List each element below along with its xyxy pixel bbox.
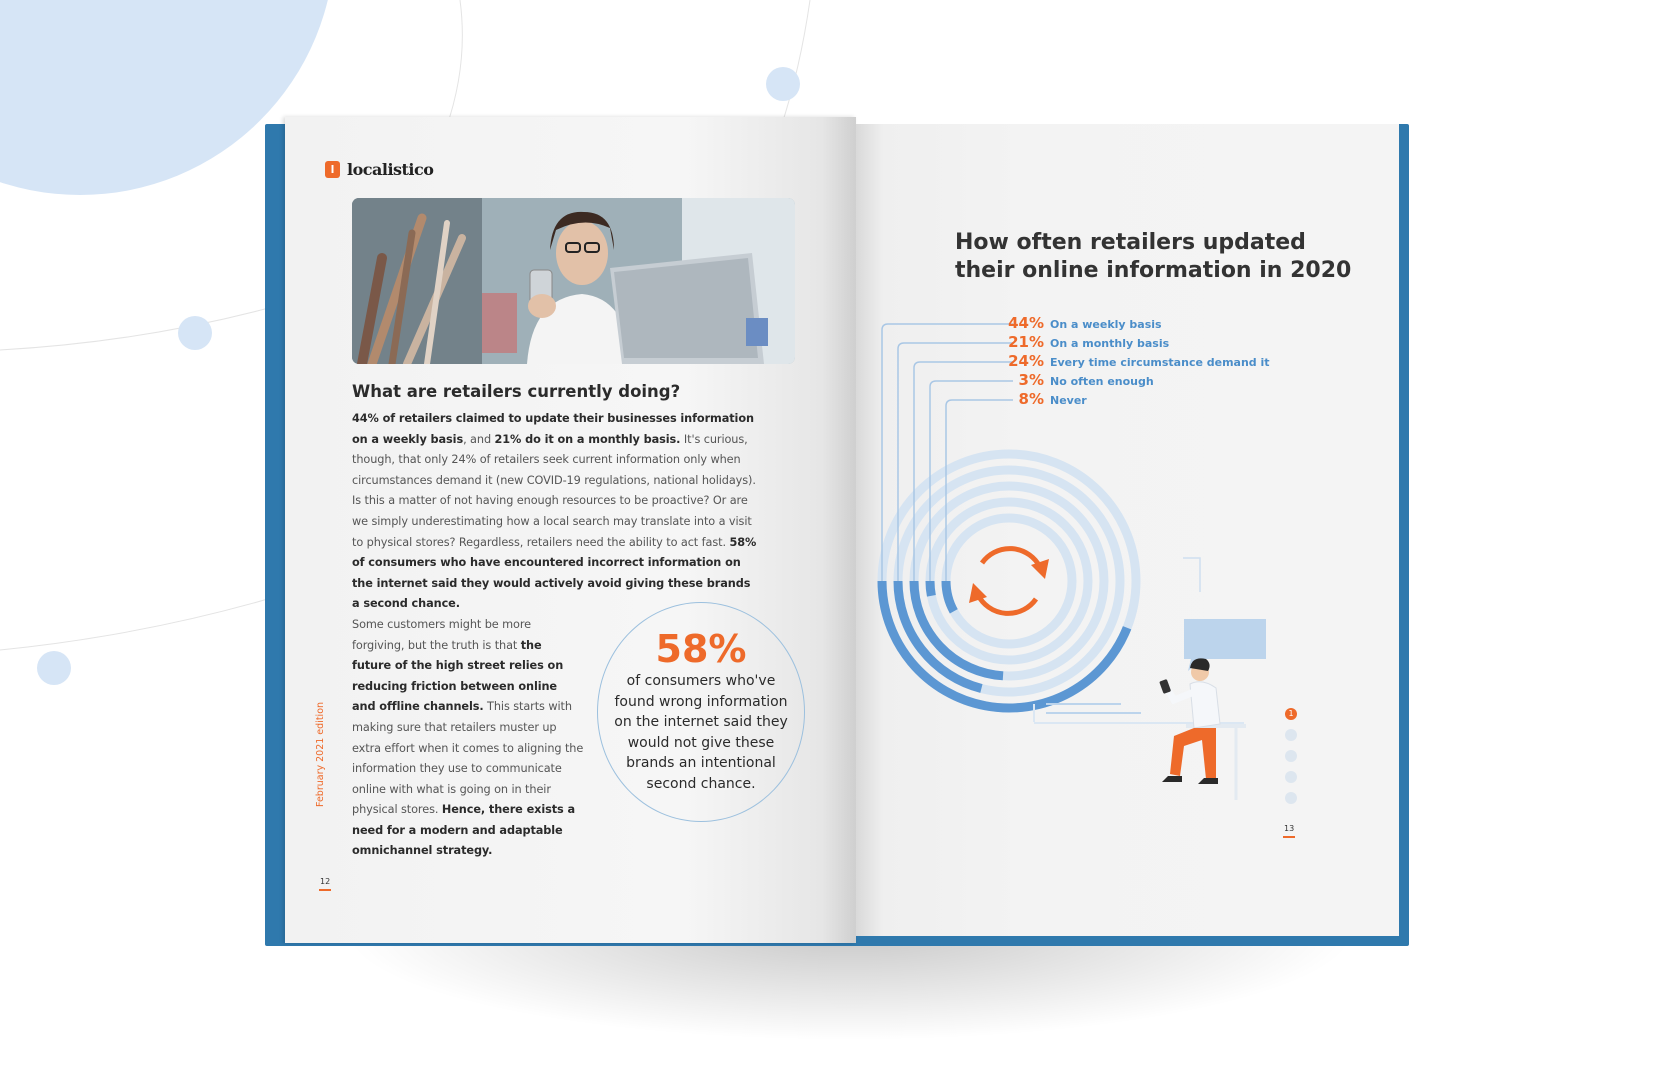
legend-value: 8%: [1018, 390, 1044, 408]
legend-label: On a monthly basis: [1050, 337, 1170, 350]
dot-decoration: [37, 651, 71, 685]
legend-label: On a weekly basis: [1050, 318, 1162, 331]
page-dot: 1: [1285, 708, 1297, 720]
left-page: [285, 117, 856, 943]
legend-value: 3%: [1018, 371, 1044, 389]
body-text-run: 21% do it on a monthly basis.: [494, 432, 681, 446]
legend-label: No often enough: [1050, 375, 1154, 388]
phone-icon: [1159, 679, 1171, 694]
body-text-run: , and: [463, 432, 495, 446]
right-page: [856, 124, 1399, 936]
dot-decoration: [766, 67, 800, 101]
page-dot: 3: [1285, 750, 1297, 762]
page-dot: 2: [1285, 729, 1297, 741]
person-legs-icon: [1170, 728, 1216, 779]
body-text-run: Some customers might be more forgiving, but the truth is that: [352, 617, 531, 652]
dot-decoration: [178, 316, 212, 350]
logo-text: localistico: [347, 160, 434, 179]
page-number-left: 12: [320, 877, 331, 886]
legend-value: 24%: [1008, 352, 1044, 370]
page-number-rule: [319, 889, 331, 891]
page-number-right: 13: [1284, 824, 1295, 833]
speech-bubble-icon: [1184, 619, 1266, 659]
page-dot: 5: [1285, 792, 1297, 804]
bubble-connector-line: [1183, 558, 1200, 592]
legend-label: Every time circumstance demand it: [1050, 356, 1270, 369]
legend-value: 21%: [1008, 333, 1044, 351]
callout-value: 58%: [655, 627, 747, 671]
body-text-run: Hence, there exists a need for a modern and adaptable omnichannel strategy.: [352, 803, 575, 858]
curve-decoration: [780, 0, 810, 130]
woman-with-phone-photo: [352, 198, 795, 364]
body-text-run: 58% of consumers who have encountered incorrect information on the internet said they would actively avoid giving these brands a second chance.: [352, 535, 757, 611]
legend-label: Never: [1050, 394, 1087, 407]
edition-label: February 2021 edition: [315, 701, 326, 807]
logo-mark-icon: l: [325, 161, 340, 178]
chart-title-line-1: How often retailers updated: [955, 230, 1306, 255]
person-illustration: [856, 124, 1399, 936]
callout-text: of consumers who've found wrong information on the internet said they would not give these brands an intentional second chance.: [614, 673, 788, 792]
page-indicator: [1285, 708, 1297, 813]
body-text-run: the future of the high street relies on reducing friction between online and offline channels.: [352, 638, 564, 714]
body-text-run: This starts with making sure that retailers muster up extra effort when it comes to aligning the information they use to communicate online with what is going on in their physical stores.: [352, 700, 584, 817]
body-text-run: It's curious, though, that only 24% of retailers seek current information only when circumstances demand it (new COVID-19 regulations, national holidays). Is this a matter of not having enough resources to be proactive? Or are we simply underestimating how a local search may translate into a visit to physical stores? Regardless, retailers need the ability to act fast.: [352, 432, 756, 549]
brand-logo: [325, 160, 433, 179]
photo-illustration: [352, 198, 795, 364]
section-heading: What are retailers currently doing?: [352, 382, 681, 401]
stat-callout: [597, 602, 805, 822]
legend-value: 44%: [1008, 314, 1044, 332]
body-text-run: 44% of retailers claimed to update their businesses information on a weekly basis: [352, 412, 754, 446]
page-dot: 4: [1285, 771, 1297, 783]
chart-title-line-2: their online information in 2020: [955, 258, 1352, 283]
page-number-rule: [1283, 836, 1295, 838]
